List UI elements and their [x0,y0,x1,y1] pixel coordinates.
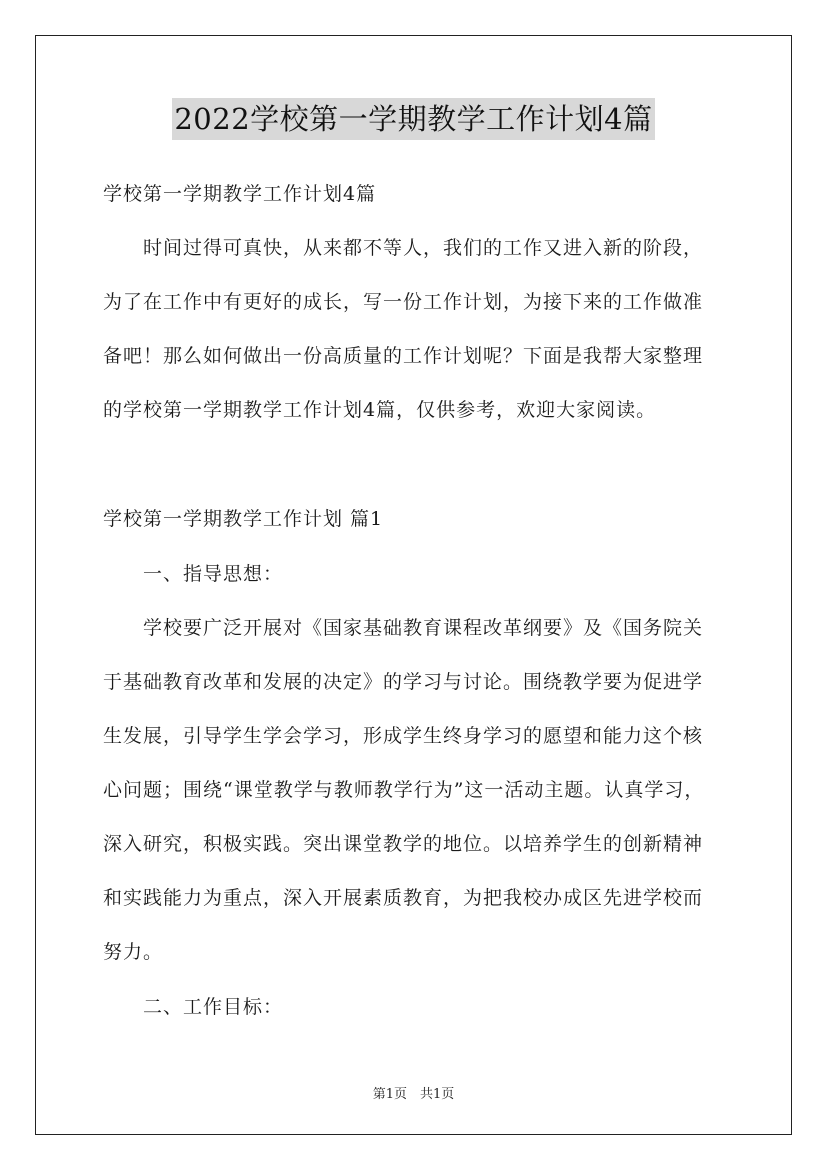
title-container [0,98,827,140]
section-title: 学校第一学期教学工作计划 篇1 [103,508,384,530]
body-line: 生发展，引导学生学会学习，形成学生终身学习的愿望和能力这个核 [103,725,704,747]
body-line: 和实践能力为重点，深入开展素质教育，为把我校办成区先进学校而 [103,887,704,909]
page-footer: 第1页 共1页 [372,1087,455,1102]
intro-line: 的学校第一学期教学工作计划4篇，仅供参考，欢迎大家阅读。 [103,399,657,421]
intro-line: 备吧！那么如何做出一份高质量的工作计划呢？下面是我帮大家整理 [103,345,704,367]
body-line: 努力。 [103,941,164,963]
heading-work-goals: 二、工作目标： [143,996,284,1018]
body-line: 心问题；围绕“课堂教学与教师教学行为”这一活动主题。认真学习， [103,779,705,801]
document-title: 2022学校第一学期教学工作计划4篇 [172,98,654,140]
intro-line: 为了在工作中有更好的成长，写一份工作计划，为接下来的工作做准 [103,291,704,313]
body-line: 学校要广泛开展对《国家基础教育课程改革纲要》及《国务院关 [143,617,704,639]
body-line: 深入研究，积极实践。突出课堂教学的地位。以培养学生的创新精神 [103,833,704,855]
heading-guiding-ideology: 一、指导思想： [143,563,284,585]
intro-line: 时间过得可真快，从来都不等人，我们的工作又进入新的阶段， [143,237,704,259]
body-line: 于基础教育改革和发展的决定》的学习与讨论。围绕教学要为促进学 [103,671,704,693]
document-subtitle: 学校第一学期教学工作计划4篇 [103,183,377,205]
